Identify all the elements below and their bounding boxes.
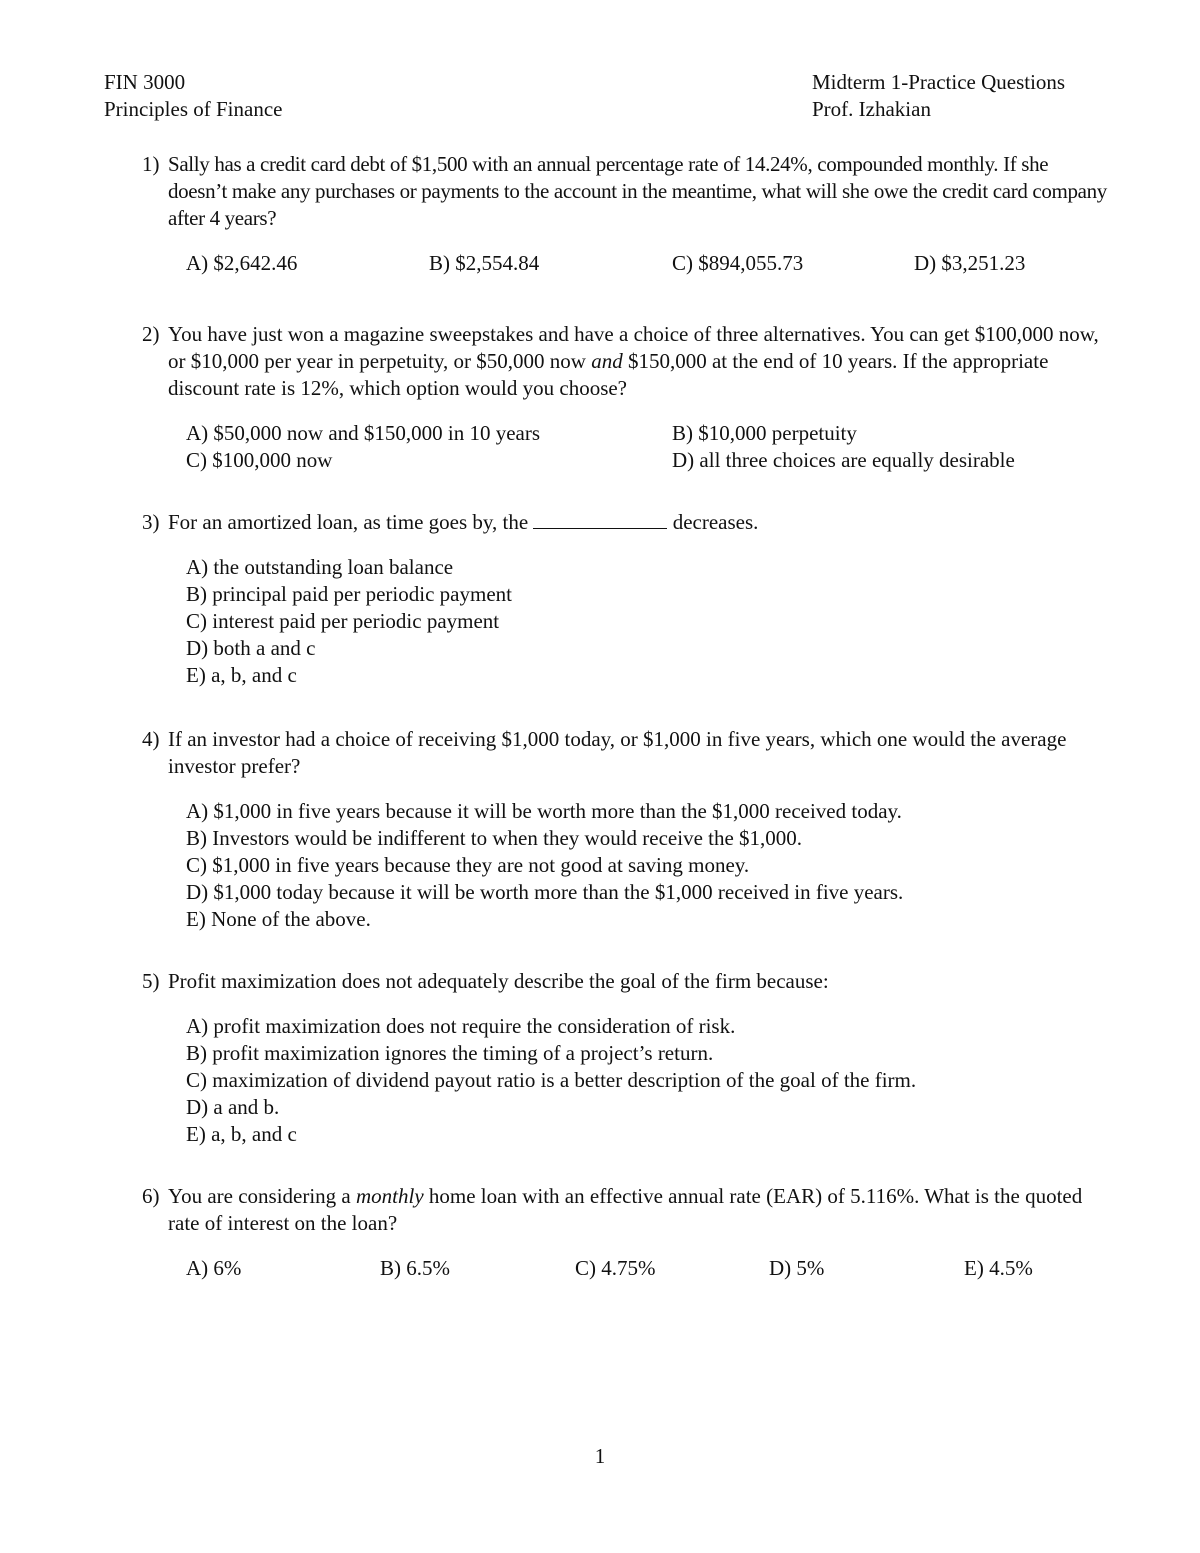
- question-number: 5): [142, 969, 160, 993]
- question-text: You are considering a monthly home loan with an effective annual rate (EAR) of 5.116%. What is the quoted rate of interest on the loan?: [168, 1184, 1083, 1235]
- option-a[interactable]: A) profit maximization does not require the consideration of risk.: [186, 1014, 736, 1038]
- option-e[interactable]: E) 4.5%: [964, 1256, 1033, 1280]
- option-b[interactable]: B) Investors would be indifferent to when they would receive the $1,000.: [186, 826, 803, 850]
- option-d[interactable]: D) both a and c: [186, 636, 316, 660]
- emphasis-text: monthly: [356, 1184, 424, 1208]
- emphasis-text: and: [591, 349, 623, 373]
- course-name: Principles of Finance: [104, 97, 283, 121]
- fill-in-blank: [533, 510, 667, 529]
- option-e[interactable]: E) a, b, and c: [186, 1122, 297, 1146]
- question-6: [142, 1183, 1112, 1282]
- question-number: 6): [142, 1184, 160, 1208]
- question-text: You have just won a magazine sweepstakes and have a choice of three alternatives. You can get $100,000 now, or $10,000 per year in perpetuity, or $50,000 now and $150,000 at the end of 10 years. If the appropriate discount rate is 12%, which option would you choose?: [168, 322, 1099, 400]
- option-d[interactable]: D) $3,251.23: [914, 251, 1026, 275]
- question-3: [142, 509, 1112, 689]
- option-e[interactable]: E) a, b, and c: [186, 663, 297, 687]
- option-c[interactable]: C) interest paid per periodic payment: [186, 609, 500, 633]
- answer-options: [186, 1013, 1112, 1148]
- option-c[interactable]: C) 4.75%: [575, 1256, 656, 1280]
- question-text: Sally has a credit card debt of $1,500 with an annual percentage rate of 14.24%, compounded monthly. If she doesn’t make any purchases or payments to the account in the meantime, what will she owe the credit card company after 4 years?: [168, 152, 1107, 230]
- option-c[interactable]: C) $894,055.73: [672, 251, 804, 275]
- question-text: If an investor had a choice of receiving $1,000 today, or $1,000 in five years, which one would the average investor prefer?: [168, 727, 1067, 778]
- professor-name: Prof. Izhakian: [812, 97, 931, 121]
- question-text: For an amortized loan, as time goes by, the decreases.: [168, 510, 759, 534]
- option-c[interactable]: C) $100,000 now: [186, 448, 333, 472]
- question-5: [142, 968, 1112, 1148]
- question-4: [142, 726, 1112, 933]
- option-b[interactable]: B) principal paid per periodic payment: [186, 582, 512, 606]
- option-a[interactable]: A) $1,000 in five years because it will be worth more than the $1,000 received today.: [186, 799, 902, 823]
- question-number: 3): [142, 510, 160, 534]
- option-d[interactable]: D) a and b.: [186, 1095, 280, 1119]
- option-a[interactable]: A) $50,000 now and $150,000 in 10 years: [186, 421, 541, 445]
- option-a[interactable]: A) the outstanding loan balance: [186, 555, 454, 579]
- exam-title: Midterm 1-Practice Questions: [812, 70, 1066, 94]
- question-2: [142, 321, 1112, 474]
- option-b[interactable]: B) profit maximization ignores the timing of a project’s return.: [186, 1041, 714, 1065]
- question-1: [142, 151, 1112, 277]
- question-text: Profit maximization does not adequately describe the goal of the firm because:: [168, 969, 829, 993]
- option-b[interactable]: B) 6.5%: [380, 1256, 450, 1280]
- option-c[interactable]: C) $1,000 in five years because they are not good at saving money.: [186, 853, 750, 877]
- option-d[interactable]: D) 5%: [769, 1256, 825, 1280]
- answer-options: [186, 420, 1112, 474]
- option-d[interactable]: D) $1,000 today because it will be worth more than the $1,000 received in five years.: [186, 880, 904, 904]
- option-c[interactable]: C) maximization of dividend payout ratio is a better description of the goal of the firm.: [186, 1068, 917, 1092]
- question-number: 1): [142, 152, 160, 176]
- option-a[interactable]: A) 6%: [186, 1256, 242, 1280]
- question-number: 4): [142, 727, 160, 751]
- question-number: 2): [142, 322, 160, 346]
- option-b[interactable]: B) $10,000 perpetuity: [672, 421, 857, 445]
- page-number: 1: [594, 1444, 606, 1468]
- answer-options: [186, 798, 1112, 933]
- option-d[interactable]: D) all three choices are equally desirable: [672, 448, 1015, 472]
- option-b[interactable]: B) $2,554.84: [429, 251, 540, 275]
- option-e[interactable]: E) None of the above.: [186, 907, 371, 931]
- answer-options: [186, 554, 1112, 689]
- course-code: FIN 3000: [104, 70, 186, 94]
- option-a[interactable]: A) $2,642.46: [186, 251, 298, 275]
- answer-options: [186, 250, 1112, 277]
- answer-options: [186, 1255, 1112, 1282]
